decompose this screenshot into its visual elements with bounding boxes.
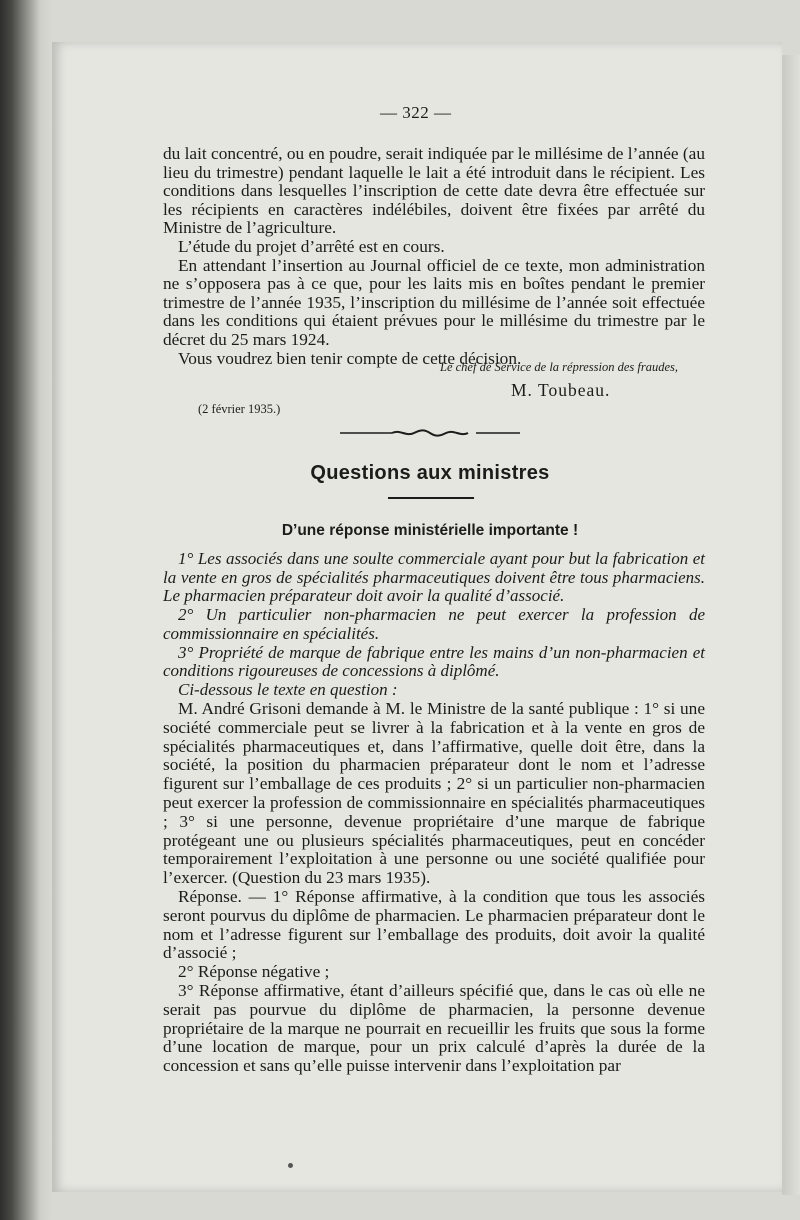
section-title: Questions aux ministres <box>310 462 550 484</box>
summary-intro: Ci-dessous le texte en question : <box>178 679 398 699</box>
question-paragraph: M. André Grisoni demande à M. le Ministre de la santé publique : 1° si une société commerciale peut se livrer à la fabrication et à la vente en gros de spécialités pharmaceutiques et, dans l’affirmative, quelle doit être, dans la société, la position du pharmacien préparateur dont le nom et l’adresse figurent sur l’emballage de ces produits ; 2° si un particulier non-pharmacien peut exercer la profession de commissionnaire en spécialités pharmaceutiques ; 3° si une personne, devenue propriétaire d’une marque de fabrique protégeant une ou plusieurs spécialités pharmaceutiques, peut en concéder temporairement l’exploitation à une personne ou une société qualifiée pour l’exercer. (Question du 23 mars 1935). <box>163 699 705 888</box>
paragraph-continuation: du lait concentré, ou en poudre, serait indiquée par le millésime de l’année (au lieu du trimestre) pendant laquelle le lait a été introduit dans le récipient. Les conditions dans lesquelles l’inscription de cette date devra être effectuée sur les récipients en caractères indélébiles, doivent être fixées par arrêté du Ministre de l’agriculture. <box>163 144 705 238</box>
paragraph-decision: Vous voudrez bien tenir compte de cette décision. <box>178 348 522 368</box>
summary-point-2: 2° Un particulier non-pharmacien ne peut exercer la profession de commissionnaire en spécialités. <box>163 605 705 643</box>
answer-paragraph-1: Réponse. — 1° Réponse affirmative, à la condition que tous les associés seront pourvus du diplôme de pharmacien. Le pharmacien préparateur dont le nom et l’adresse figurent sur l’emballage des produits, doit avoir la qualité d’associé ; <box>163 886 705 963</box>
answer-paragraph-3: 3° Réponse affirmative, étant d’ailleurs spécifié que, dans le cas où elle ne serait pas pourvue du diplôme de pharmacien, la personne devenue propriétaire de la marque ne pourrait en recueillir les fruits que sous la forme d’une location de marque, pour un prix calculé d’après la durée de la concession et sans qu’elle puisse intervenir dans l’exploitation par <box>163 980 705 1076</box>
summary-points <box>163 550 705 700</box>
article-subtitle: D’une réponse ministérielle importante ! <box>281 522 579 539</box>
summary-point-3: 3° Propriété de marque de fabrique entre les mains d’un non-pharmacien et conditions rigoureuses de concessions à diplômé. <box>163 642 705 681</box>
top-text-block <box>163 145 705 368</box>
scan-speck <box>288 1163 293 1168</box>
answer-paragraph-2: 2° Réponse négative ; <box>178 962 330 982</box>
signature-title: Le chef de Service de la répression des fraudes, <box>440 360 679 374</box>
signature-name: M. Toubeau. <box>511 380 611 400</box>
question-and-answer <box>163 700 705 1076</box>
ornament-divider-icon <box>340 426 520 440</box>
next-page-edge <box>782 55 800 1195</box>
page-number: — 322 — <box>380 103 452 122</box>
paragraph-study: L’étude du projet d’arrêté est en cours. <box>178 236 445 256</box>
section-rule <box>388 497 474 499</box>
date-note: (2 février 1935.) <box>198 402 281 416</box>
summary-point-1: 1° Les associés dans une soulte commerciale ayant pour but la fabrication et la vente en gros de spécialités pharmaceutiques doivent être tous pharmaciens. Le pharmacien préparateur doit avoir la qualité d’associé. <box>163 549 705 606</box>
paragraph-waiting: En attendant l’insertion au Journal officiel de ce texte, mon administration ne s’opposera pas à ce que, pour les laits mis en boîtes pendant le premier trimestre de l’année 1935, l’inscription du millésime de l’année soit effectuée dans les conditions qui étaient prévues pour le millésime du trimestre par le décret du 25 mars 1924. <box>163 255 705 349</box>
